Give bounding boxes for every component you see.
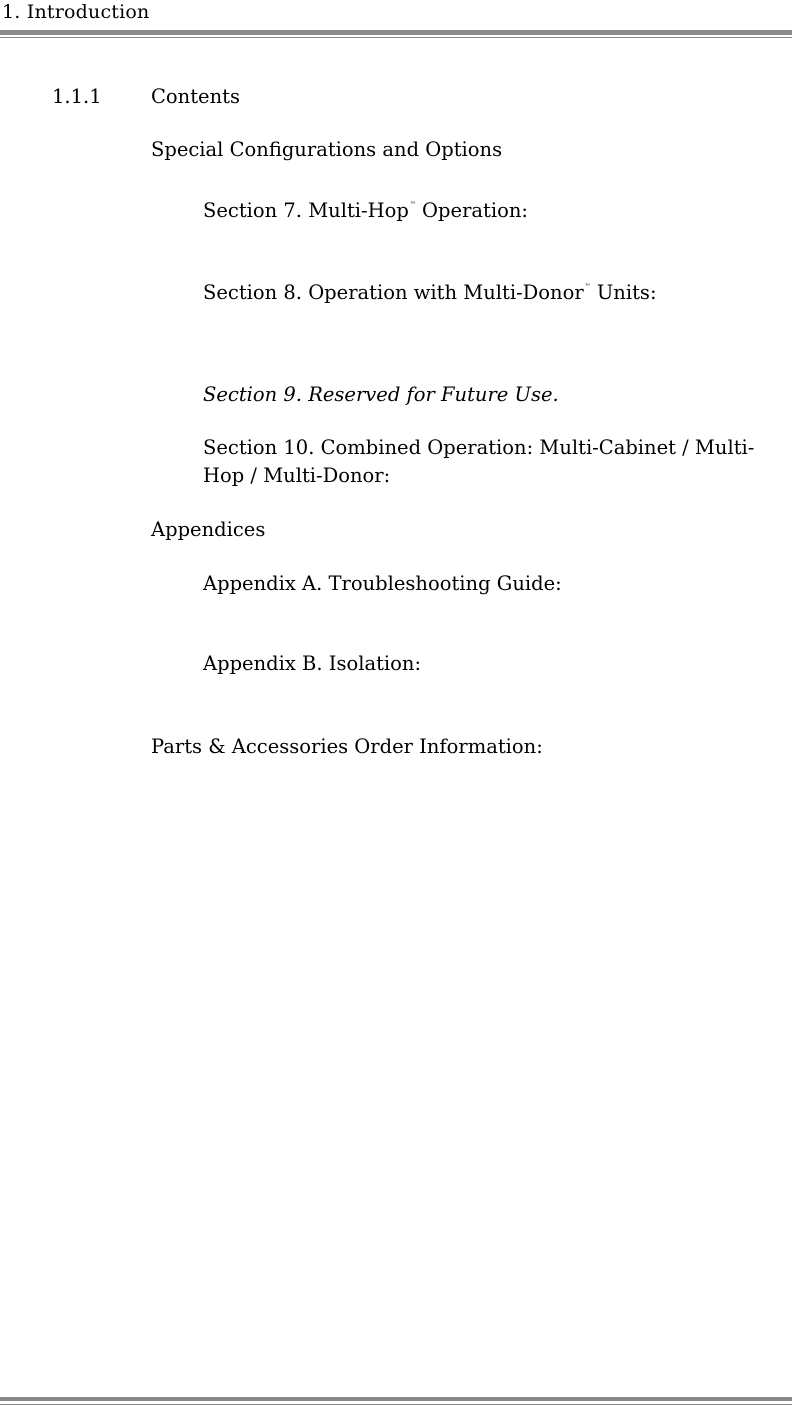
toc-entry-parts-accessories[interactable]: Parts & Accessories Order Information:: [151, 735, 543, 758]
footer-rule: [0, 1397, 792, 1401]
toc-entry-section-9[interactable]: Section 9. Reserved for Future Use.: [203, 383, 559, 406]
toc-entry-appendix-a[interactable]: Appendix A. Troubleshooting Guide:: [203, 572, 562, 595]
special-configurations-heading: Special Configurations and Options: [151, 138, 503, 161]
trademark-mark: ™: [584, 283, 591, 290]
header-rule-thin: [0, 37, 792, 38]
section-title: Contents: [151, 85, 240, 108]
running-header: 1. Introduction: [2, 1, 150, 23]
section-8-text: Section 8. Operation with Multi-Donor: [203, 281, 584, 304]
toc-entry-appendix-b[interactable]: Appendix B. Isolation:: [203, 652, 422, 675]
section-8-suffix: Units:: [590, 281, 657, 304]
section-number: 1.1.1: [52, 85, 102, 108]
footer-rule-thin: [0, 1404, 792, 1405]
section-7-text: Section 7. Multi-Hop: [203, 199, 409, 222]
section-7-suffix: Operation:: [415, 199, 528, 222]
header-rule: [0, 30, 792, 35]
toc-entry-section-8[interactable]: [203, 273, 657, 307]
appendices-heading: Appendices: [151, 518, 266, 541]
toc-entry-section-10-line-1[interactable]: Section 10. Combined Operation: Multi-Cabinet / Multi-: [203, 436, 755, 459]
trademark-mark: ™: [409, 201, 416, 208]
toc-entry-section-7[interactable]: [203, 191, 528, 225]
toc-entry-section-10-line-2[interactable]: Hop / Multi-Donor:: [203, 464, 391, 487]
